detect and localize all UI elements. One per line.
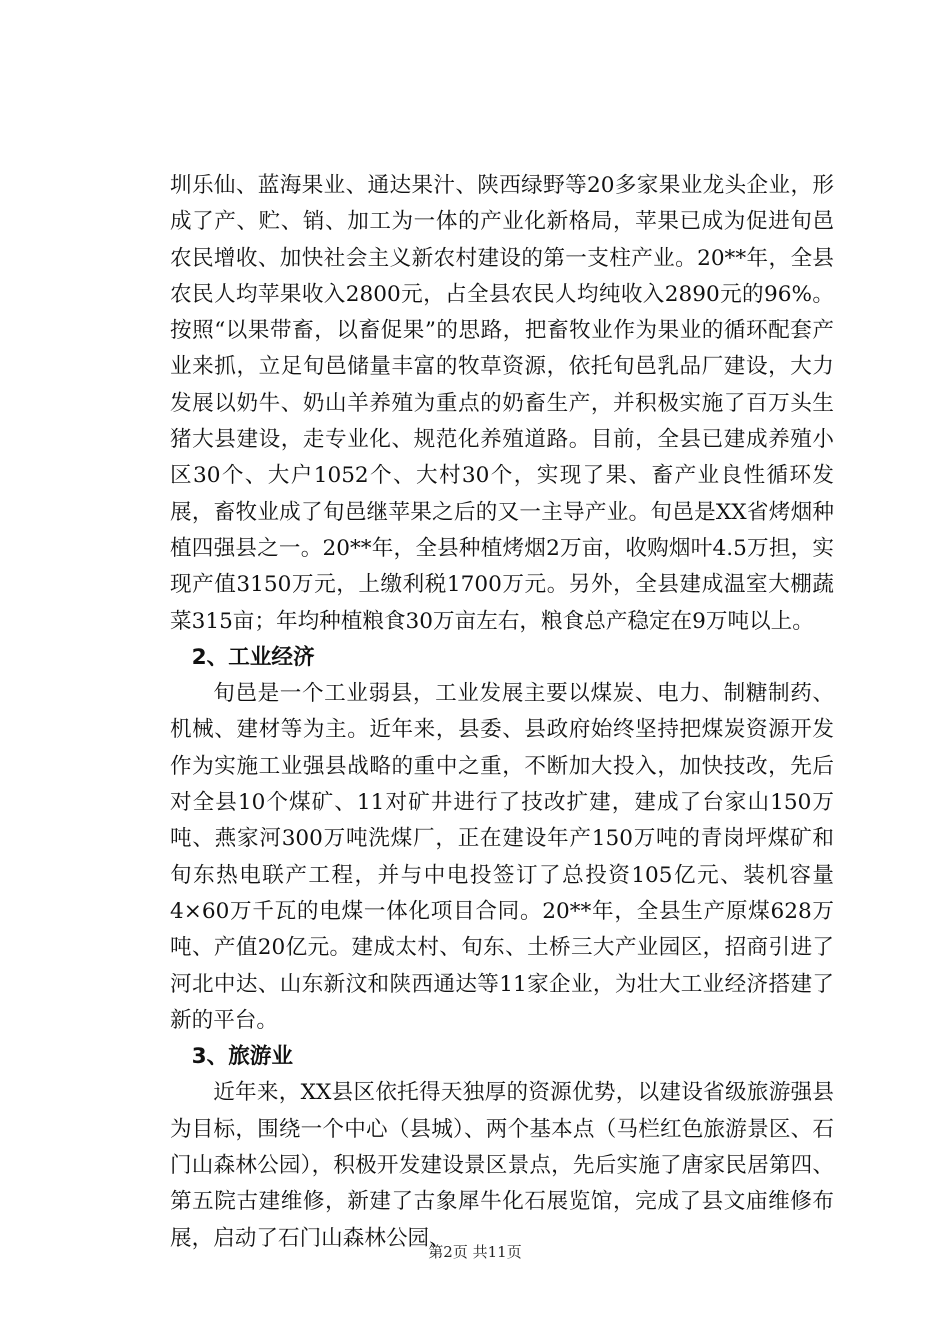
document-body [170,168,834,1257]
paragraph-agriculture-continuation: 圳乐仙、蓝海果业、通达果汁、陕西绿野等20多家果业龙头企业，形成了产、贮、销、加工为一体的产业化新格局，苹果已成为促进旬邑农民增收、加快社会主义新农村建设的第一支柱产业。20**年，全县农民人均苹果收入2800元，占全县农民人均纯收入2890元的96%。按照“以果带畜，以畜促果”的思路，把畜牧业作为果业的循环配套产业来抓，立足旬邑储量丰富的牧草资源，依托旬邑乳品厂建设，大力发展以奶牛、奶山羊养殖为重点的奶畜生产，并积极实施了百万头生猪大县建设，走专业化、规范化养殖道路。目前，全县已建成养殖小区30个、大户1052个、大村30个，实现了果、畜产业良性循环发展，畜牧业成了旬邑继苹果之后的又一主导产业。旬邑是XX省烤烟种植四强县之一。20**年，全县种植烤烟2万亩，收购烟叶4.5万担，实现产值3150万元，上缴利税1700万元。另外，全县建成温室大棚蔬菜315亩；年均种植粮食30万亩左右，粮食总产稳定在9万吨以上。 [170,173,834,634]
page-footer [0,1241,950,1263]
page-number-label: 第2页 共11页 [428,1243,522,1261]
heading-tourism: 3、旅游业 [191,1044,293,1070]
heading-industry: 2、工业经济 [191,644,315,670]
paragraph-industry: 旬邑是一个工业弱县，工业发展主要以煤炭、电力、制糖制药、机械、建材等为主。近年来，县委、县政府始终坚持把煤炭资源开发作为实施工业强县战略的重中之重，不断加大投入，加快技改，先后对全县10个煤矿、11对矿井进行了技改扩建，建成了台家山150万吨、燕家河300万吨洗煤厂，正在建设年产150万吨的青岗坪煤矿和旬东热电联产工程，并与中电投签订了总投资105亿元、装机容量4×60万千瓦的电煤一体化项目合同。20**年，全县生产原煤628万吨、产值20亿元。建成太村、旬东、土桥三大产业园区，招商引进了河北中达、山东新汶和陕西通达等11家企业，为壮大工业经济搭建了新的平台。 [170,681,834,1033]
paragraph-tourism: 近年来，XX县区依托得天独厚的资源优势，以建设省级旅游强县为目标，围绕一个中心（县城）、两个基本点（马栏红色旅游景区、石门山森林公园），积极开发建设景区景点，先后实施了唐家民居第四、第五院古建维修，新建了古象犀牛化石展览馆，完成了县文庙维修布展，启动了石门山森林公园、 [170,1080,834,1251]
